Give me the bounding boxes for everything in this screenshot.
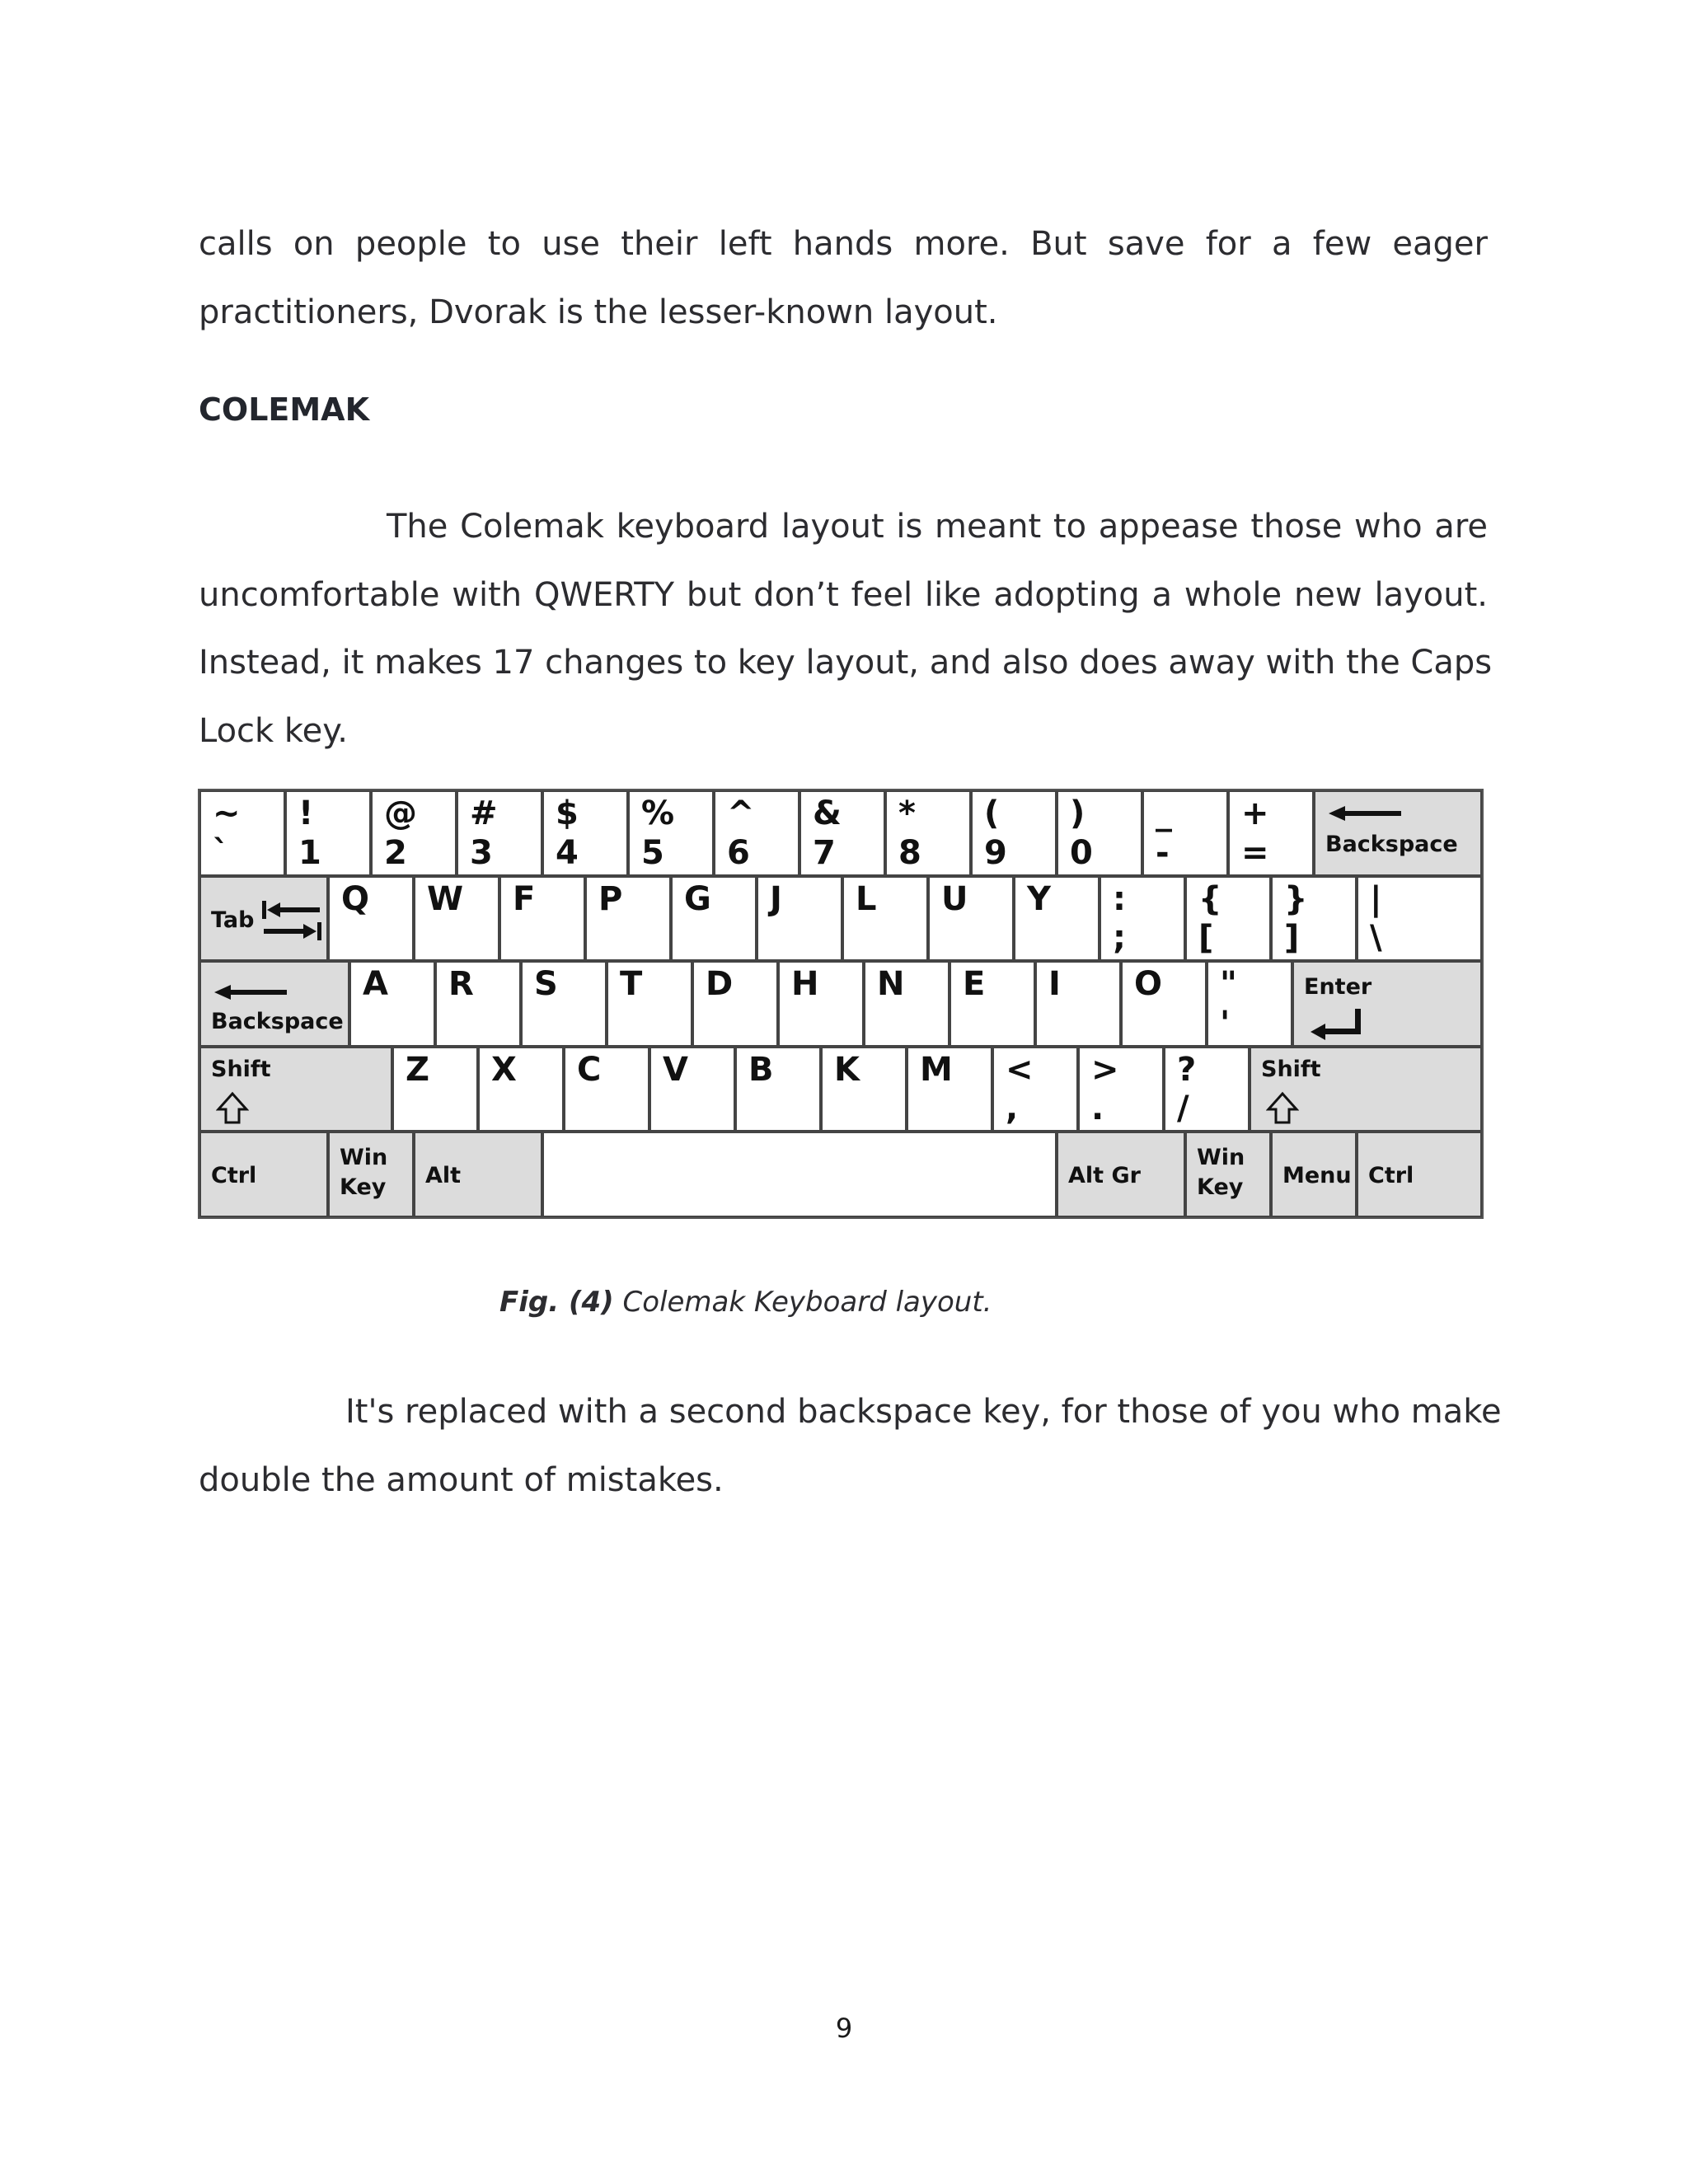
key-3-0	[199, 1047, 392, 1132]
key-legend-top: C	[577, 1050, 602, 1089]
text-line: double the amount of mistakes.	[199, 1460, 724, 1499]
caption-text: Colemak Keyboard layout.	[613, 1286, 992, 1319]
key-2-12	[1292, 961, 1482, 1047]
text-line: practitioners, Dvorak is the lesser-known layout.	[199, 293, 998, 331]
key-label: Key	[340, 1174, 387, 1201]
key-legend-bottom: ]	[1284, 919, 1300, 958]
page-number: 9	[835, 2013, 853, 2044]
key-legend-bottom: 1	[298, 833, 321, 872]
arrow-left-icon	[211, 982, 290, 1002]
tab-arrows-icon	[260, 898, 323, 944]
key-legend-top: ~	[213, 794, 241, 832]
key-legend-top: |	[1370, 879, 1382, 918]
key-4-1	[328, 1132, 414, 1217]
key-legend-bottom: .	[1091, 1090, 1104, 1128]
key-3-10	[1164, 1047, 1250, 1132]
key-3-9	[1078, 1047, 1164, 1132]
key-3-4	[649, 1047, 735, 1132]
key-label: Ctrl	[1368, 1163, 1414, 1189]
key-2-11	[1207, 961, 1292, 1047]
paragraph-after	[199, 1378, 1502, 1514]
key-legend-top: X	[491, 1050, 517, 1089]
key-legend-bottom: 9	[984, 833, 1007, 872]
key-2-1	[349, 961, 435, 1047]
key-legend-top: }	[1284, 879, 1308, 918]
key-1-4	[585, 876, 671, 962]
key-3-11	[1250, 1047, 1482, 1132]
key-legend-top: %	[641, 794, 675, 832]
key-legend-top: +	[1241, 794, 1269, 832]
key-label: Alt	[425, 1163, 462, 1189]
key-3-1	[392, 1047, 478, 1132]
key-legend-top: !	[298, 794, 314, 832]
key-3-7	[907, 1047, 992, 1132]
key-legend-top: N	[877, 965, 905, 1004]
key-0-1	[285, 790, 371, 876]
key-legend-top: @	[384, 794, 417, 832]
key-legend-top: K	[834, 1050, 860, 1089]
key-1-13	[1357, 876, 1482, 962]
key-legend-bottom: =	[1241, 833, 1269, 872]
space-key	[542, 1132, 1057, 1217]
key-3-5	[735, 1047, 821, 1132]
key-3-3	[564, 1047, 649, 1132]
key-2-4	[607, 961, 692, 1047]
key-legend-top: I	[1048, 965, 1061, 1004]
key-2-6	[778, 961, 864, 1047]
key-0-5	[628, 790, 714, 876]
key-0-11	[1142, 790, 1228, 876]
key-legend-bottom: ,	[1006, 1090, 1019, 1128]
figure-caption	[499, 1286, 992, 1319]
key-1-8	[928, 876, 1014, 962]
key-label: Win	[1197, 1145, 1245, 1171]
key-legend-bottom: 5	[641, 833, 664, 872]
key-label: Shift	[1261, 1056, 1321, 1082]
key-label: Shift	[211, 1056, 271, 1082]
key-legend-bottom: 3	[470, 833, 493, 872]
key-legend-top: D	[706, 965, 734, 1004]
key-legend-top: F	[513, 879, 536, 918]
key-0-8	[885, 790, 971, 876]
key-legend-top: *	[898, 794, 916, 832]
key-legend-top: G	[684, 879, 711, 918]
key-legend-bottom: [	[1198, 919, 1214, 958]
key-0-0	[199, 790, 285, 876]
key-legend-top: H	[791, 965, 819, 1004]
key-legend-top: )	[1070, 794, 1085, 832]
key-label: Win	[340, 1145, 388, 1171]
text-line: The Colemak keyboard layout is meant to appease those who are	[387, 508, 1488, 546]
key-0-9	[971, 790, 1057, 876]
key-2-10	[1121, 961, 1207, 1047]
key-legend-top: J	[770, 879, 782, 918]
key-legend-top: ^	[727, 794, 755, 832]
key-3-6	[821, 1047, 907, 1132]
arrow-left-icon	[1325, 804, 1404, 823]
key-legend-top: #	[470, 794, 498, 832]
shift-arrow-icon	[1266, 1091, 1299, 1126]
key-label: Backspace	[211, 1009, 344, 1035]
key-legend-bottom: `	[213, 833, 229, 872]
text-line: It's replaced with a second backspace key, for those of you who make	[345, 1393, 1502, 1431]
key-4-7	[1357, 1132, 1482, 1217]
key-legend-top: _	[1156, 794, 1172, 832]
text-line: Lock key.	[199, 711, 348, 750]
key-1-12	[1271, 876, 1357, 962]
key-3-2	[478, 1047, 564, 1132]
key-legend-bottom: 2	[384, 833, 407, 872]
key-0-10	[1057, 790, 1142, 876]
key-legend-top: W	[427, 879, 464, 918]
key-legend-bottom: 7	[813, 833, 836, 872]
key-4-5	[1185, 1132, 1271, 1217]
key-1-10	[1100, 876, 1185, 962]
key-1-6	[757, 876, 842, 962]
key-legend-bottom: /	[1177, 1090, 1189, 1128]
paragraph-intro	[199, 210, 1488, 346]
key-4-2	[414, 1132, 542, 1217]
shift-arrow-icon	[216, 1091, 249, 1126]
key-legend-top: Z	[406, 1050, 430, 1089]
key-legend-top: "	[1220, 965, 1237, 1004]
key-0-13	[1314, 790, 1482, 876]
key-legend-bottom: 8	[898, 833, 921, 872]
key-legend-top: <	[1006, 1050, 1034, 1089]
key-legend-top: S	[534, 965, 558, 1004]
key-2-2	[435, 961, 521, 1047]
text-line: calls on people to use their left hands more. But save for a few eager	[199, 225, 1488, 263]
key-3-8	[992, 1047, 1078, 1132]
key-2-0	[199, 961, 349, 1047]
key-legend-top: Y	[1027, 879, 1051, 918]
key-legend-bottom: '	[1220, 1004, 1231, 1043]
key-legend-top: V	[663, 1050, 688, 1089]
key-legend-top: T	[620, 965, 643, 1004]
text-line: uncomfortable with QWERTY but don’t feel like adopting a whole new layout.	[199, 575, 1488, 614]
key-4-4	[1057, 1132, 1185, 1217]
key-legend-top: L	[856, 879, 877, 918]
text-line: Instead, it makes 17 changes to key layout, and also does away with the Caps	[199, 644, 1493, 682]
key-1-11	[1185, 876, 1271, 962]
key-2-5	[692, 961, 778, 1047]
section-heading: COLEMAK	[199, 391, 370, 428]
key-legend-top: A	[363, 965, 388, 1004]
key-legend-bottom: 4	[556, 833, 579, 872]
key-legend-top: P	[598, 879, 623, 918]
key-0-2	[371, 790, 457, 876]
key-2-7	[864, 961, 950, 1047]
key-legend-top: (	[984, 794, 1000, 832]
key-1-3	[499, 876, 585, 962]
key-label: Backspace	[1325, 832, 1458, 857]
figure-label: Fig. (4)	[499, 1286, 614, 1319]
key-0-4	[542, 790, 628, 876]
key-1-2	[414, 876, 499, 962]
key-0-6	[714, 790, 799, 876]
key-1-1	[328, 876, 414, 962]
key-label: Ctrl	[211, 1163, 257, 1189]
key-legend-bottom: -	[1156, 833, 1170, 872]
key-legend-bottom: 6	[727, 833, 750, 872]
key-legend-top: B	[748, 1050, 774, 1089]
key-legend-top: Q	[341, 879, 370, 918]
paragraph-colemak	[199, 493, 1493, 765]
key-label: Tab	[211, 907, 255, 933]
key-legend-top: &	[813, 794, 842, 832]
key-1-7	[842, 876, 928, 962]
key-4-6	[1271, 1132, 1357, 1217]
enter-arrow-icon	[1307, 1005, 1365, 1043]
key-legend-top: $	[556, 794, 579, 832]
key-legend-bottom: 0	[1070, 833, 1093, 872]
key-legend-top: :	[1113, 879, 1126, 918]
key-legend-bottom: ;	[1113, 919, 1126, 958]
key-legend-bottom: \	[1370, 919, 1382, 958]
key-legend-top: E	[963, 965, 986, 1004]
key-legend-top: U	[941, 879, 968, 918]
key-2-8	[950, 961, 1035, 1047]
key-1-0	[199, 876, 328, 962]
key-legend-top: R	[448, 965, 474, 1004]
key-legend-top: ?	[1177, 1050, 1197, 1089]
key-1-9	[1014, 876, 1100, 962]
key-0-12	[1228, 790, 1314, 876]
key-4-0	[199, 1132, 328, 1217]
key-legend-top: M	[920, 1050, 953, 1089]
key-0-7	[799, 790, 885, 876]
colemak-keyboard-figure	[198, 789, 1484, 1219]
key-1-5	[671, 876, 757, 962]
key-legend-top: >	[1091, 1050, 1119, 1089]
key-legend-top: O	[1134, 965, 1163, 1004]
key-label: Menu	[1282, 1163, 1352, 1189]
key-0-3	[457, 790, 542, 876]
key-label: Alt Gr	[1068, 1163, 1141, 1189]
key-legend-top: {	[1198, 879, 1222, 918]
key-label: Key	[1197, 1174, 1244, 1201]
key-2-9	[1035, 961, 1121, 1047]
key-label: Enter	[1304, 974, 1372, 1001]
key-2-3	[521, 961, 607, 1047]
